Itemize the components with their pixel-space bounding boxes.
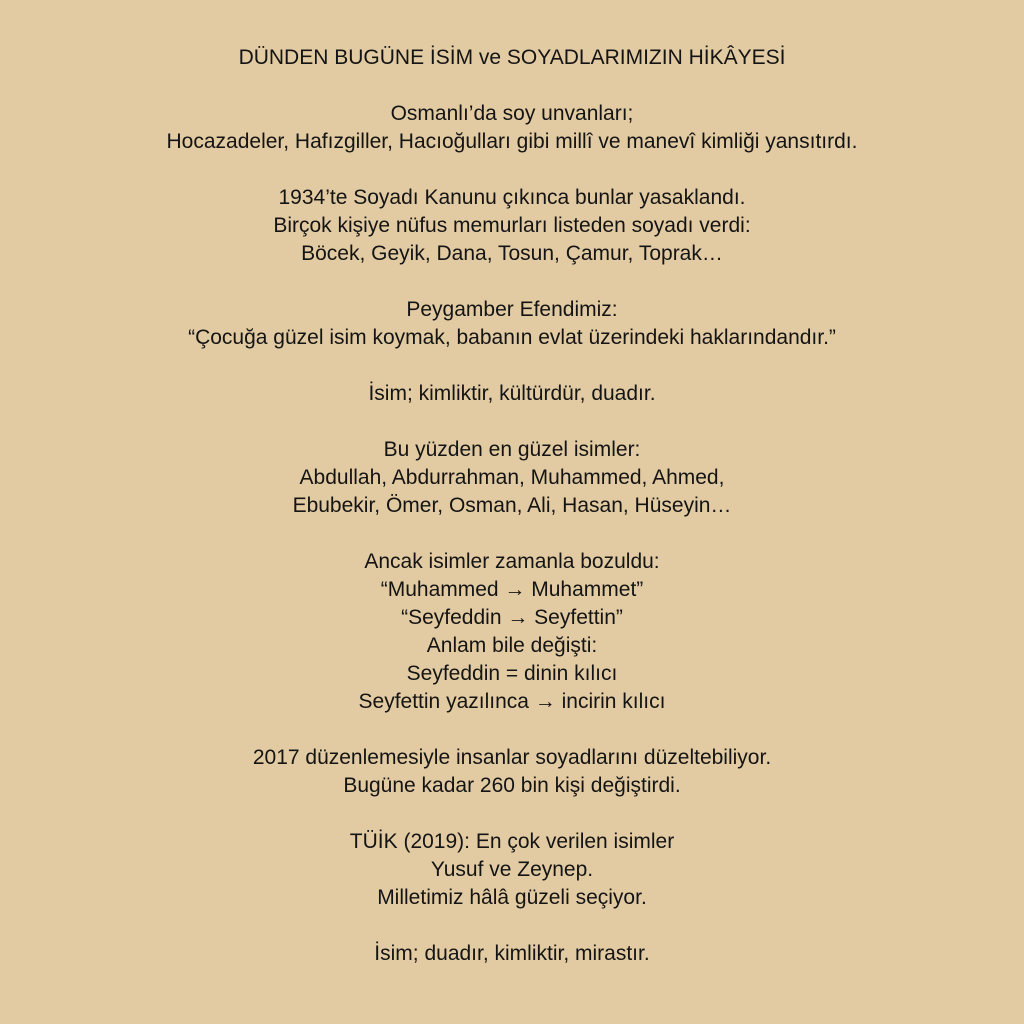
text-line: Hocazadeler, Hafızgiller, Hacıoğulları gibi millî ve manevî kimliği yansıtırdı. — [166, 130, 858, 153]
text-line: “Çocuğa güzel isim koymak, babanın evlat üzerindeki haklarındandır.” — [188, 326, 836, 349]
paragraph-isim-kimlik — [0, 380, 1024, 408]
text-line: Ebubekir, Ömer, Osman, Ali, Hasan, Hüseyin… — [292, 494, 732, 517]
text-line: Peygamber Efendimiz: — [406, 298, 618, 321]
document-title: DÜNDEN BUGÜNE İSİM ve SOYADLARIMIZIN HİKÂYESİ — [238, 46, 786, 69]
text-line: Bu yüzden en güzel isimler: — [383, 438, 641, 461]
text-line: TÜİK (2019): En çok verilen isimler — [349, 830, 675, 853]
text-line: Bugüne kadar 260 bin kişi değiştirdi. — [343, 774, 681, 797]
text-line: Seyfettin yazılınca → incirin kılıcı — [358, 690, 666, 713]
paragraph-soyadi-kanunu — [0, 184, 1024, 268]
text-line: 1934’te Soyadı Kanunu çıkınca bunlar yasaklandı. — [278, 186, 746, 209]
paragraph-osmanli — [0, 100, 1024, 156]
text-line: Yusuf ve Zeynep. — [430, 858, 594, 881]
text-line: İsim; kimliktir, kültürdür, duadır. — [368, 382, 656, 405]
text-line: 2017 düzenlemesiyle insanlar soyadlarını düzeltebiliyor. — [252, 746, 772, 769]
text-line: İsim; duadır, kimliktir, mirastır. — [374, 942, 650, 965]
text-line: Osmanlı’da soy unvanları; — [390, 102, 634, 125]
text-line: Abdullah, Abdurrahman, Muhammed, Ahmed, — [299, 466, 725, 489]
paragraph-bozulma — [0, 548, 1024, 716]
paragraph-tuik — [0, 828, 1024, 912]
text-line: Böcek, Geyik, Dana, Tosun, Çamur, Toprak… — [301, 242, 723, 265]
text-line: Birçok kişiye nüfus memurları listeden soyadı verdi: — [273, 214, 751, 237]
text-line: Milletimiz hâlâ güzeli seçiyor. — [377, 886, 647, 909]
paragraph-2017-duzenleme — [0, 744, 1024, 800]
text-line: “Muhammed → Muhammet” — [380, 578, 644, 601]
text-line: Anlam bile değişti: — [426, 634, 598, 657]
paragraph-closing — [0, 940, 1024, 968]
text-line: Seyfeddin = dinin kılıcı — [406, 662, 618, 685]
paragraph-guzel-isimler — [0, 436, 1024, 520]
text-line: Ancak isimler zamanla bozuldu: — [364, 550, 660, 573]
paragraph-hadis — [0, 296, 1024, 352]
text-line: “Seyfeddin → Seyfettin” — [401, 606, 623, 629]
